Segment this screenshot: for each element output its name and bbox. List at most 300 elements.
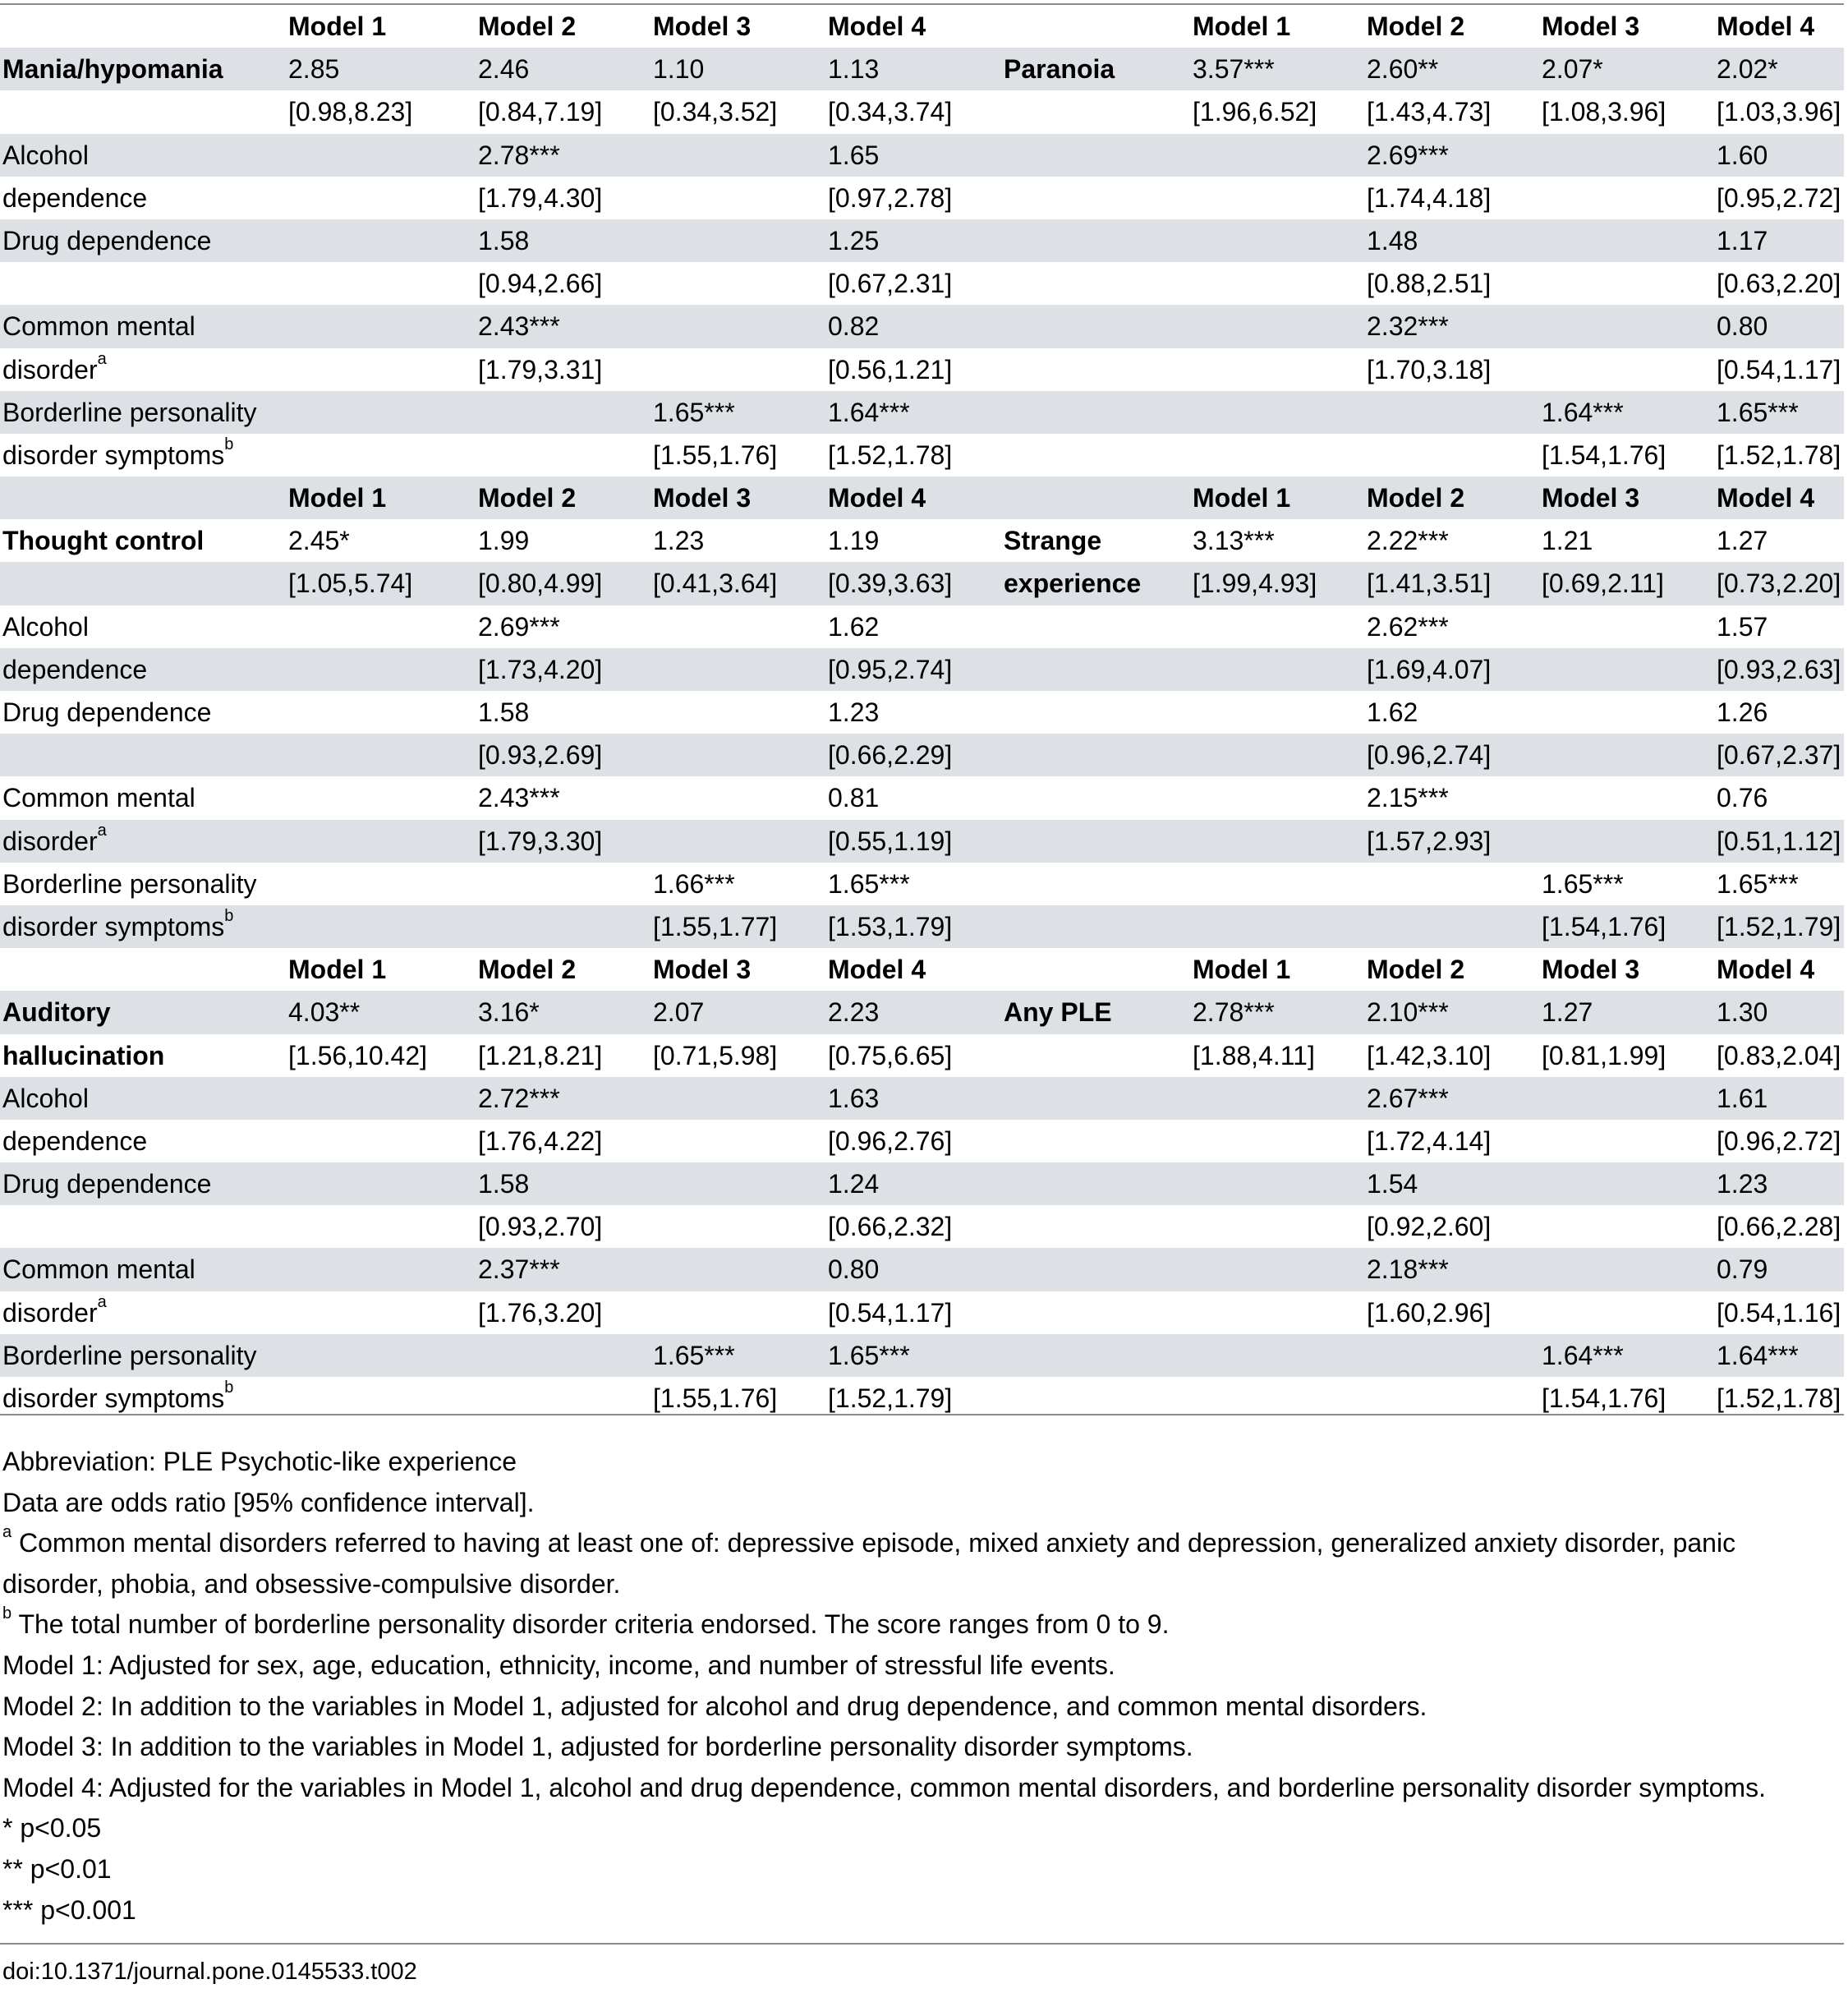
cell-text: 2.67*** [1367,1083,1449,1113]
cell-text: 2.78*** [1193,997,1275,1028]
cell-text: [1.54,1.76] [1542,911,1666,941]
table-cell [1542,434,1666,476]
table-cell [1542,391,1624,434]
table-cell [828,48,879,90]
table-cell [1193,991,1275,1033]
cell-text: 1.65*** [828,868,910,899]
row-label [2,1291,107,1334]
cell-text: [1.41,3.51] [1367,568,1492,599]
row-label [2,348,107,391]
row-label [2,905,233,948]
cell-text: 2.69*** [1367,140,1449,170]
cell-text: 1.62 [828,611,880,642]
table-cell [828,562,952,605]
cell-text: 1.13 [828,54,880,85]
table-cell [478,5,576,48]
table-cell [828,1077,879,1120]
cell-text: 0.80 [828,1254,880,1285]
table-cell [1367,948,1464,991]
cell-text: 1.26 [1717,697,1768,727]
table-row [0,1034,1844,1077]
cell-text: disorder symptoms [2,1383,225,1413]
table-cell [478,820,602,863]
cell-text: [0.84,7.19] [478,97,603,127]
cell-text: 2.69*** [478,611,560,642]
cell-text: hallucination [2,1040,165,1070]
table-cell [653,519,704,562]
table-cell [828,1334,910,1377]
cell-text: [1.42,3.10] [1367,1040,1492,1070]
cell-text: [0.81,1.99] [1542,1040,1666,1070]
cell-text: [1.96,6.52] [1193,97,1317,127]
cell-text: [0.69,2.11] [1542,568,1664,599]
cell-text: Paranoia [1004,54,1115,85]
cell-text: 1.64*** [1542,1340,1624,1370]
row-label [2,219,211,262]
table-cell [1717,1120,1841,1162]
table-row [0,691,1844,734]
table-row [0,734,1844,776]
table-cell [478,177,602,219]
table-cell [478,691,529,734]
table-row [0,648,1844,691]
row-label [1004,48,1115,90]
cell-text: Model 1 [288,12,387,41]
footnote-marker: a [97,1292,107,1311]
footnote-a [2,1523,1842,1604]
cell-text: dependence [2,1125,148,1156]
cell-text: [0.54,1.16] [1717,1297,1841,1328]
cell-text: experience [1004,568,1142,599]
table-cell [1367,48,1438,90]
cell-text: Model 3 [1542,955,1640,985]
table-cell [1717,1034,1841,1077]
cell-text: [0.54,1.17] [828,1297,953,1328]
table-cell [1717,1248,1768,1291]
cell-text: 1.21 [1542,526,1593,556]
table-cell [653,48,704,90]
footnote-marker: a [97,349,107,368]
table-cell [478,1205,602,1248]
table-cell [478,1291,602,1334]
cell-text: [0.34,3.52] [653,97,778,127]
cell-text: Alcohol [2,140,89,170]
cell-text: 1.19 [828,526,880,556]
table-cell [1542,476,1639,519]
table-bottom-rule [0,1414,1844,1415]
table-cell [1367,519,1449,562]
table-row [0,348,1844,391]
table-cell [478,1162,529,1205]
table-cell [1367,305,1449,348]
cell-text: [1.21,8.21] [478,1040,603,1070]
table-cell [1367,134,1449,177]
cell-text: [0.94,2.66] [478,269,603,299]
cell-text: 2.78*** [478,140,560,170]
table-cell [1367,262,1491,305]
table-cell [1367,90,1491,133]
table-cell [1542,90,1666,133]
table-cell [828,1205,952,1248]
table-row [0,90,1844,133]
note-model-4: Model 4: Adjusted for the variables in Model 1, alcohol and drug dependence, common mental disorders, and borderline personality disorder symptoms. [2,1772,1766,1802]
table-cell [1717,948,1814,991]
cell-text: Model 3 [1542,12,1640,41]
cell-text: Any PLE [1004,997,1112,1028]
cell-text: [1.69,4.07] [1367,654,1492,684]
cell-text: [1.52,1.78] [1717,440,1841,470]
table-cell [1717,48,1778,90]
cell-text: 0.80 [1717,311,1768,342]
row-label [2,177,147,219]
cell-text: Model 4 [1717,955,1815,985]
cell-text: [1.79,4.30] [478,182,603,213]
table-cell [653,391,735,434]
table-cell [828,1162,879,1205]
table-cell [1717,5,1814,48]
cell-text: [0.75,6.65] [828,1040,953,1070]
cell-text: [0.96,2.72] [1717,1125,1841,1156]
table-cell [653,905,777,948]
table-cell [478,776,560,819]
table-row [0,5,1844,48]
table-cell [1717,1077,1768,1120]
table-cell [288,991,360,1033]
cell-text: [1.03,3.96] [1717,97,1841,127]
cell-text: Borderline personality [2,868,257,899]
cell-text: Strange [1004,526,1102,556]
table-cell [1367,1077,1449,1120]
cell-text: [0.93,2.70] [478,1212,603,1242]
table-cell [1717,734,1841,776]
cell-text: 2.23 [828,997,880,1028]
cell-text: [1.43,4.73] [1367,97,1492,127]
cell-text: Drug dependence [2,1169,212,1199]
table-cell [1367,648,1491,691]
cell-text: [0.63,2.20] [1717,269,1841,299]
table-cell [478,90,602,133]
cell-text: [0.80,4.99] [478,568,603,599]
table-cell [1367,691,1418,734]
table-cell [1193,5,1290,48]
table-row [0,519,1844,562]
table-cell [1717,219,1768,262]
table-cell [828,734,952,776]
cell-text: 1.65*** [653,1340,735,1370]
cell-text: [1.79,3.31] [478,354,603,384]
cell-text: [1.52,1.78] [828,440,953,470]
table-cell [1717,1205,1841,1248]
table-cell [1717,1291,1841,1334]
row-label [2,648,147,691]
table-cell [653,948,751,991]
table-cell [1367,348,1491,391]
cell-text: [0.34,3.74] [828,97,953,127]
cell-text: 1.64*** [1542,397,1624,427]
table-cell [1367,734,1491,776]
cell-text: [1.73,4.20] [478,654,603,684]
row-label [1004,562,1141,605]
table-cell [288,90,412,133]
table-row [0,177,1844,219]
table-cell [478,1120,602,1162]
cell-text: Alcohol [2,1083,89,1113]
table-cell [478,562,602,605]
cell-text: Drug dependence [2,697,212,727]
table-cell [1193,476,1290,519]
cell-text: Model 4 [1717,483,1815,513]
cell-text: 1.58 [478,225,530,255]
doi-link[interactable]: doi:10.1371/journal.pone.0145533.t002 [2,1958,417,1985]
table-cell [1542,991,1593,1033]
cell-text: [1.60,2.96] [1367,1297,1492,1328]
table-cell [478,476,576,519]
cell-text: Common mental [2,311,195,342]
table-cell [1542,562,1664,605]
cell-text: [1.53,1.79] [828,911,953,941]
table-cell [653,434,777,476]
cell-text: Model 4 [828,12,926,41]
table-cell [1193,48,1275,90]
cell-text: disorder [2,826,98,856]
table-row [0,391,1844,434]
table-cell [828,5,926,48]
table-cell [1717,519,1768,562]
cell-text: 1.65*** [653,397,735,427]
note-data-description: Data are odds ratio [95% confidence interval]. [2,1487,535,1517]
table-cell [653,1334,735,1377]
cell-text: disorder [2,354,98,384]
cell-text: 1.65 [828,140,880,170]
cell-text: [0.93,2.69] [478,740,603,771]
table-cell [653,90,777,133]
table-cell [1367,605,1449,648]
table-cell [1717,562,1841,605]
cell-text: disorder symptoms [2,440,225,470]
table-cell [1193,1034,1315,1077]
cell-text: 1.58 [478,697,530,727]
cell-text: 3.13*** [1193,526,1275,556]
table-row [0,863,1844,905]
table-cell [478,219,529,262]
table-row [0,134,1844,177]
row-label [2,305,195,348]
table-cell [1367,1120,1491,1162]
table-cell [1717,776,1768,819]
note-p-005: * p<0.05 [2,1813,102,1843]
table-cell [828,219,879,262]
cell-text: 1.23 [1717,1169,1768,1199]
table-cell [478,648,602,691]
cell-text: [1.52,1.79] [828,1383,953,1413]
table-cell [1717,905,1841,948]
table-cell [1367,1162,1418,1205]
row-label [1004,519,1101,562]
table-cell [1717,1334,1799,1377]
cell-text: Thought control [2,526,205,556]
table-cell [1542,948,1639,991]
table-cell [828,691,879,734]
table-cell [828,177,952,219]
cell-text: Model 1 [288,483,387,513]
footnote-marker: b [224,906,234,925]
table-row [0,434,1844,476]
table-cell [288,562,412,605]
table-cell [478,991,540,1033]
cell-text: [0.54,1.17] [1717,354,1841,384]
cell-text: Model 2 [478,483,577,513]
cell-text: 1.58 [478,1169,530,1199]
cell-text: 4.03** [288,997,361,1028]
table-row [0,948,1844,991]
table-cell [1367,1248,1449,1291]
table-cell [653,1034,777,1077]
cell-text: Alcohol [2,611,89,642]
cell-text: Model 2 [478,955,577,985]
table-row [0,776,1844,819]
cell-text: [0.71,5.98] [653,1040,778,1070]
table-cell [828,776,879,819]
table-cell [478,305,560,348]
cell-text: [1.74,4.18] [1367,182,1492,213]
table-row [0,305,1844,348]
cell-text: 1.66*** [653,868,735,899]
note-p-0001: *** p<0.001 [2,1894,136,1925]
row-label [2,434,233,476]
row-label [2,776,195,819]
cell-text: 0.81 [828,783,880,813]
table-row [0,262,1844,305]
table-cell [1367,820,1491,863]
row-label [2,991,111,1033]
row-label [2,1120,147,1162]
cell-text: 2.85 [288,54,340,85]
table-cell [1367,177,1491,219]
table-cell [1717,605,1768,648]
cell-text: 0.79 [1717,1254,1768,1285]
cell-text: [0.83,2.04] [1717,1040,1841,1070]
table-cell [1367,776,1449,819]
table-cell [478,1248,560,1291]
row-label [2,820,107,863]
cell-text: 2.45* [288,526,350,556]
table-cell [1367,1205,1491,1248]
table-cell [288,476,386,519]
table-cell [1717,262,1841,305]
cell-text: [0.98,8.23] [288,97,413,127]
cell-text: Model 2 [478,12,577,41]
table-row [0,476,1844,519]
cell-text: 2.60** [1367,54,1439,85]
table-cell [828,434,952,476]
table-cell [828,991,879,1033]
table-cell [288,5,386,48]
table-cell [828,1120,952,1162]
table-cell [1367,476,1464,519]
cell-text: 2.43*** [478,783,560,813]
cell-text: 2.10*** [1367,997,1449,1028]
table-cell [1367,5,1464,48]
table-cell [1542,48,1603,90]
table-cell [1193,519,1275,562]
cell-text: Model 1 [1193,955,1291,985]
cell-text: [1.57,2.93] [1367,826,1492,856]
table-row [0,1334,1844,1377]
table-cell [828,90,952,133]
table-cell [478,1034,602,1077]
row-label [2,691,211,734]
table-cell [828,863,910,905]
table-row [0,48,1844,90]
cell-text: 1.30 [1717,997,1768,1028]
table-row [0,820,1844,863]
cell-text: Model 1 [1193,483,1291,513]
cell-text: 1.54 [1367,1169,1418,1199]
table-cell [288,48,339,90]
cell-text: [0.66,2.28] [1717,1212,1841,1242]
table-cell [1542,905,1666,948]
cell-text: 3.16* [478,997,540,1028]
cell-text: 1.64*** [828,397,910,427]
cell-text: [0.93,2.63] [1717,654,1841,684]
cell-text: [0.73,2.20] [1717,568,1841,599]
cell-text: [1.52,1.79] [1717,911,1841,941]
row-label [2,48,223,90]
cell-text: Mania/hypomania [2,54,223,85]
cell-text: 0.82 [828,311,880,342]
footnote-b-marker: b [2,1604,12,1623]
cell-text: [1.55,1.77] [653,911,778,941]
cell-text: [1.08,3.96] [1542,97,1666,127]
cell-text: 1.65*** [1542,868,1624,899]
cell-text: disorder [2,1297,98,1328]
cell-text: Model 1 [288,955,387,985]
cell-text: [1.72,4.14] [1367,1125,1492,1156]
cell-text: Borderline personality [2,1340,257,1370]
table-cell [828,262,952,305]
cell-text: [0.96,2.74] [1367,740,1492,771]
cell-text: 2.15*** [1367,783,1449,813]
row-label [2,1034,164,1077]
cell-text: Model 2 [1367,483,1465,513]
table-cell [1542,5,1639,48]
cell-text: [0.88,2.51] [1367,269,1492,299]
cell-text: [1.76,3.20] [478,1297,603,1328]
table-cell [478,948,576,991]
table-cell [828,648,952,691]
table-cell [1717,476,1814,519]
table-cell [1193,948,1290,991]
note-p-001: ** p<0.01 [2,1853,112,1884]
cell-text: 1.64*** [1717,1340,1799,1370]
table-cell [288,1034,427,1077]
table-cell [828,905,952,948]
cell-text: 1.24 [828,1169,880,1199]
row-label [2,1162,211,1205]
cell-text: 1.23 [828,697,880,727]
cell-text: [0.95,2.72] [1717,182,1841,213]
note-model-2: Model 2: In addition to the variables in Model 1, adjusted for alcohol and drug dependence, and common mental disorders. [2,1691,1427,1721]
table-cell [478,48,529,90]
table-row [0,1120,1844,1162]
table-cell [1542,1334,1624,1377]
table-cell [478,519,529,562]
footnote-marker: b [224,1379,234,1397]
table-cell [1367,991,1449,1033]
table-cell [1717,1162,1768,1205]
cell-text: 2.32*** [1367,311,1449,342]
cell-text: Model 4 [1717,12,1815,41]
